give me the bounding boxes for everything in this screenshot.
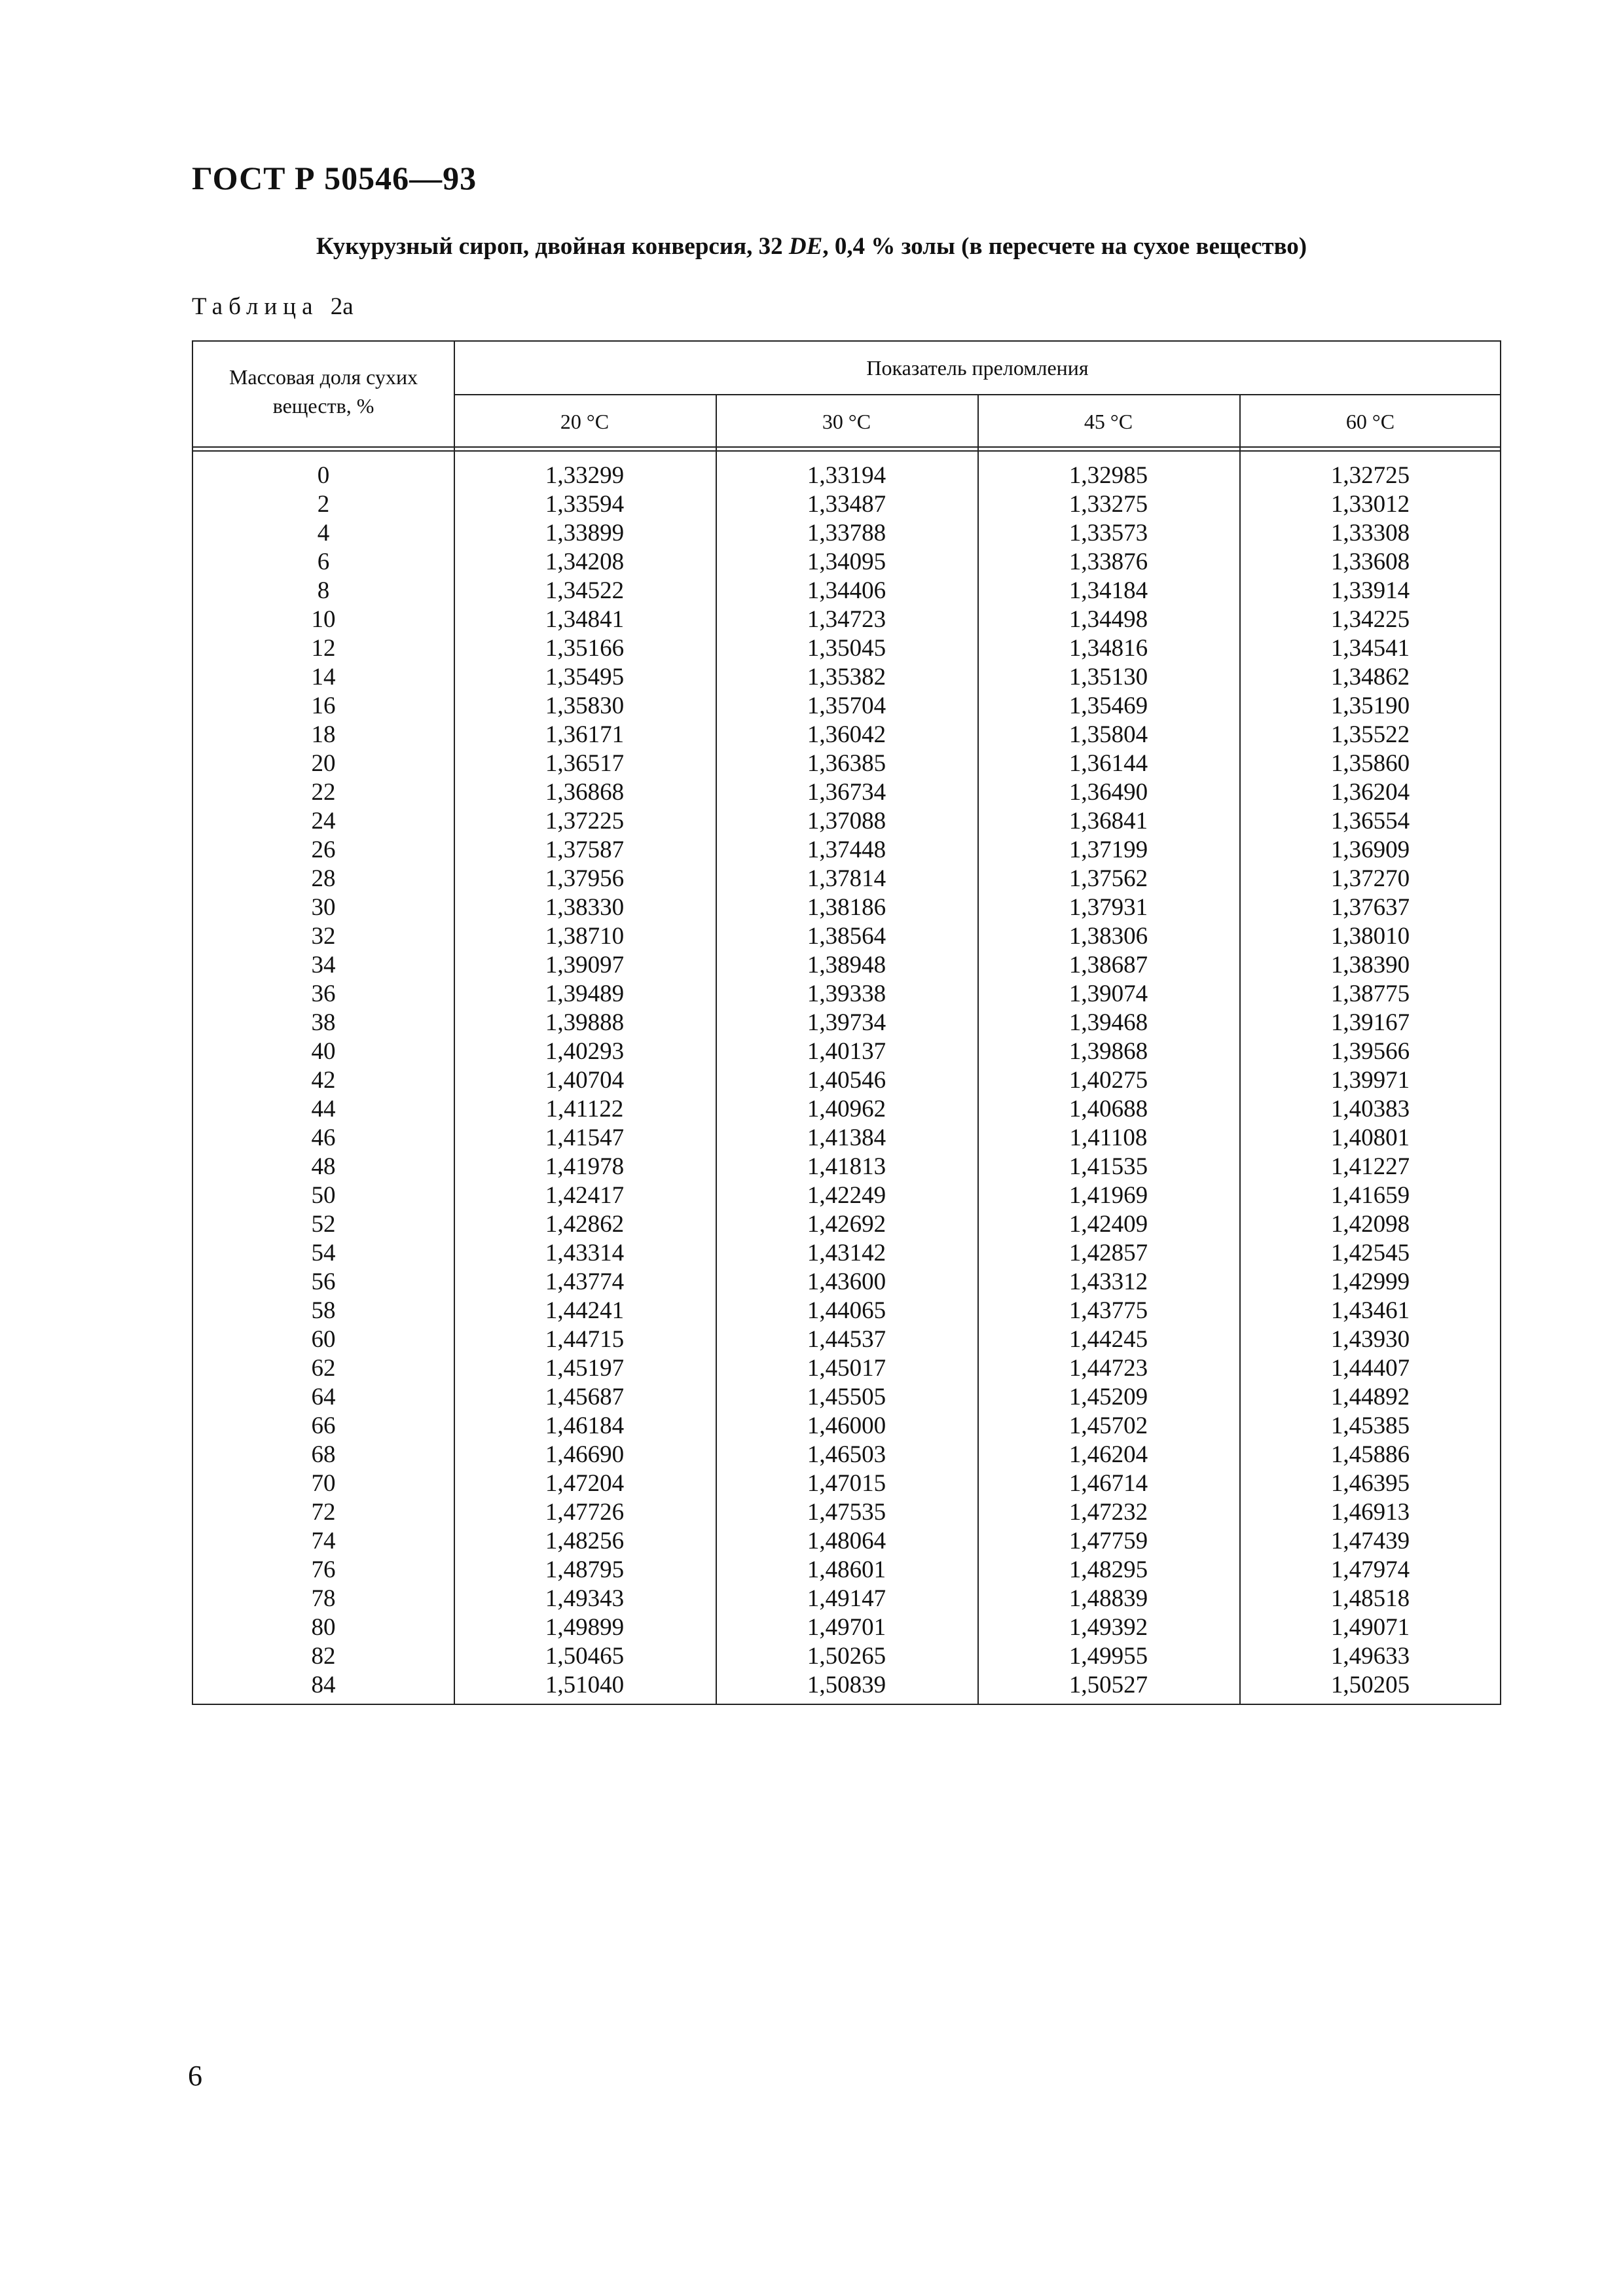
refractive-index-cell: 1,38775: [1330, 980, 1410, 1007]
refractive-index-cell: 1,47726: [545, 1499, 625, 1526]
refractive-index-cell: 1,40704: [545, 1067, 625, 1094]
table-label-number: 2а: [330, 293, 354, 320]
refractive-index-cell: 1,40801: [1330, 1124, 1410, 1151]
refractive-index-cell: 1,35522: [1330, 721, 1410, 748]
refractive-index-cell: 1,42409: [1068, 1211, 1148, 1238]
refractive-index-cell: 1,46204: [1068, 1441, 1148, 1468]
refractive-index-cell: 1,41384: [807, 1124, 886, 1151]
refractive-index-cell: 1,37270: [1330, 865, 1410, 892]
refractive-index-cell: 1,35495: [545, 664, 625, 691]
refractive-index-cell: 1,47204: [545, 1470, 625, 1497]
refractive-index-cell: 1,44245: [1068, 1326, 1148, 1353]
refractive-index-cell: 1,45197: [545, 1355, 625, 1382]
refractive-index-cell: 1,33788: [807, 520, 886, 547]
refractive-index-cell: 1,36204: [1330, 779, 1410, 806]
refractive-index-cell: 1,38948: [807, 952, 886, 978]
refractive-index-cell: 1,39338: [807, 980, 886, 1007]
refractive-index-cell: 1,35860: [1330, 750, 1410, 777]
dry-matter-cell: 50: [311, 1182, 336, 1209]
refractive-index-cell: 1,47015: [807, 1470, 886, 1497]
dry-matter-cell: 4: [317, 520, 330, 547]
refractive-index-cell: 1,41978: [545, 1153, 625, 1180]
dry-matter-cell: 78: [311, 1585, 336, 1612]
refractive-index-cell: 1,46503: [807, 1441, 886, 1468]
refractive-index-cell: 1,36171: [545, 721, 625, 748]
refractive-index-cell: 1,32985: [1068, 462, 1148, 489]
dry-matter-cell: 72: [311, 1499, 336, 1526]
refractive-index-cell: 1,37088: [807, 808, 886, 834]
dry-matter-cell: 64: [311, 1384, 336, 1410]
dry-matter-cell: 10: [311, 606, 336, 633]
refractive-index-cell: 1,34225: [1330, 606, 1410, 633]
refractive-index-cell: 1,37562: [1068, 865, 1148, 892]
refractive-index-cell: 1,42545: [1330, 1240, 1410, 1266]
refractive-index-cell: 1,35166: [545, 635, 625, 662]
index-30c-column: [716, 461, 977, 1700]
dry-matter-cell: 6: [317, 548, 330, 575]
refractive-index-cell: 1,49955: [1068, 1643, 1148, 1670]
refractive-index-cell: 1,41813: [807, 1153, 886, 1180]
dry-matter-header-line-2: веществ, %: [272, 394, 374, 418]
refractive-index-cell: 1,41108: [1069, 1124, 1148, 1151]
dry-matter-cell: 8: [317, 577, 330, 604]
dry-matter-cell: 74: [311, 1528, 336, 1554]
refractive-index-cell: 1,34498: [1068, 606, 1148, 633]
heading-part-2: , 0,4 % золы (в пересчете на сухое вещество): [822, 233, 1307, 260]
dry-matter-cell: 84: [311, 1672, 336, 1698]
refractive-index-cell: 1,45385: [1330, 1412, 1410, 1439]
dry-matter-cell: 32: [311, 923, 336, 950]
refractive-index-cell: 1,33299: [545, 462, 625, 489]
refractive-index-cell: 1,40293: [545, 1038, 625, 1065]
refractive-index-cell: 1,39489: [545, 980, 625, 1007]
refractive-index-cell: 1,44715: [545, 1326, 625, 1353]
refractive-index-cell: 1,36042: [807, 721, 886, 748]
header-divider: [454, 394, 1500, 395]
refractive-index-cell: 1,44065: [807, 1297, 886, 1324]
refractive-index-cell: 1,36517: [545, 750, 625, 777]
refractive-index-cell: 1,39888: [545, 1009, 625, 1036]
refractive-index-cell: 1,43314: [545, 1240, 625, 1266]
refractive-index-cell: 1,37814: [807, 865, 886, 892]
refractive-index-cell: 1,40275: [1068, 1067, 1148, 1094]
refractive-index-cell: 1,43775: [1068, 1297, 1148, 1324]
refractive-index-cell: 1,39734: [807, 1009, 886, 1036]
dry-matter-cell: 26: [311, 836, 336, 863]
refractive-index-cell: 1,44537: [807, 1326, 886, 1353]
dry-matter-cell: 38: [311, 1009, 336, 1036]
refractive-index-cell: 1,45209: [1068, 1384, 1148, 1410]
dry-matter-cell: 44: [311, 1096, 336, 1122]
refractive-index-cell: 1,49147: [807, 1585, 886, 1612]
index-20c-column: [454, 461, 716, 1700]
refractive-index-cell: 1,33012: [1330, 491, 1410, 518]
refractive-index-cell: 1,49899: [545, 1614, 625, 1641]
refractive-index-cell: 1,46714: [1068, 1470, 1148, 1497]
dry-matter-cell: 12: [311, 635, 336, 662]
refractive-index-cell: 1,43142: [807, 1240, 886, 1266]
refractive-index-cell: 1,36490: [1068, 779, 1148, 806]
refractive-index-cell: 1,45017: [807, 1355, 886, 1382]
refractive-index-cell: 1,34184: [1068, 577, 1148, 604]
refractive-index-cell: 1,35045: [807, 635, 886, 662]
refractive-index-cell: 1,40688: [1068, 1096, 1148, 1122]
dry-matter-cell: 36: [311, 980, 336, 1007]
dry-matter-cell: 66: [311, 1412, 336, 1439]
dry-matter-cell: 28: [311, 865, 336, 892]
refractive-index-cell: 1,33608: [1330, 548, 1410, 575]
refractive-index-cell: 1,49392: [1068, 1614, 1148, 1641]
refractive-index-cell: 1,38390: [1330, 952, 1410, 978]
dry-matter-cell: 70: [311, 1470, 336, 1497]
refractive-index-cell: 1,34723: [807, 606, 886, 633]
refractive-index-cell: 1,37448: [807, 836, 886, 863]
table-label-word: Таблица: [192, 293, 319, 320]
refractive-index-cell: 1,35704: [807, 692, 886, 719]
refractive-index-cell: 1,45702: [1068, 1412, 1148, 1439]
refractive-index-header: Показатель преломления: [866, 356, 1089, 380]
dry-matter-cell: 40: [311, 1038, 336, 1065]
temp-header-60: 60 °C: [1345, 410, 1395, 433]
header-bottom-rule: [193, 446, 1500, 448]
dry-matter-cell: 42: [311, 1067, 336, 1094]
dry-matter-cell: 60: [311, 1326, 336, 1353]
refractive-index-cell: 1,33899: [545, 520, 625, 547]
refractive-index-cell: 1,34208: [545, 548, 625, 575]
dry-matter-cell: 2: [317, 491, 330, 518]
refractive-index-cell: 1,38564: [807, 923, 886, 950]
refractive-index-cell: 1,39566: [1330, 1038, 1410, 1065]
refractive-index-cell: 1,36868: [545, 779, 625, 806]
refractive-index-cell: 1,51040: [545, 1672, 625, 1698]
refractive-index-cell: 1,39868: [1068, 1038, 1148, 1065]
heading-de: DE: [788, 233, 823, 260]
refractive-index-cell: 1,42999: [1330, 1268, 1410, 1295]
refractive-index-cell: 1,49633: [1330, 1643, 1410, 1670]
refractive-index-cell: 1,43461: [1330, 1297, 1410, 1324]
refractive-index-cell: 1,38687: [1068, 952, 1148, 978]
refractive-index-cell: 1,46000: [807, 1412, 886, 1439]
refractive-index-cell: 1,36144: [1068, 750, 1148, 777]
refractive-index-cell: 1,34541: [1330, 635, 1410, 662]
refractive-index-cell: 1,40962: [807, 1096, 886, 1122]
refractive-index-cell: 1,35190: [1330, 692, 1410, 719]
refractive-index-cell: 1,34816: [1068, 635, 1148, 662]
refractive-index-cell: 1,35130: [1068, 664, 1148, 691]
refractive-index-cell: 1,37199: [1068, 836, 1148, 863]
dry-matter-cell: 82: [311, 1643, 336, 1670]
refractive-index-cell: 1,50465: [545, 1643, 625, 1670]
refractive-index-cell: 1,47232: [1068, 1499, 1148, 1526]
dry-matter-header: [193, 363, 454, 420]
refractive-index-cell: 1,50205: [1330, 1672, 1410, 1698]
refractive-index-cell: 1,46913: [1330, 1499, 1410, 1526]
refractive-index-cell: 1,33275: [1068, 491, 1148, 518]
refractive-index-cell: 1,32725: [1330, 462, 1410, 489]
refractive-index-cell: 1,35382: [807, 664, 886, 691]
dry-matter-cell: 52: [311, 1211, 336, 1238]
refractive-index-cell: 1,37225: [545, 808, 625, 834]
refractive-index-cell: 1,50527: [1068, 1672, 1148, 1698]
refractive-index-cell: 1,44723: [1068, 1355, 1148, 1382]
temp-header-20: 20 °C: [560, 410, 610, 433]
refractive-index-cell: 1,39971: [1330, 1067, 1410, 1094]
refractive-index-cell: 1,34095: [807, 548, 886, 575]
refractive-index-cell: 1,48518: [1330, 1585, 1410, 1612]
refractive-index-cell: 1,44241: [545, 1297, 625, 1324]
refractive-index-cell: 1,42249: [807, 1182, 886, 1209]
dry-matter-cell: 56: [311, 1268, 336, 1295]
refractive-index-cell: 1,47439: [1330, 1528, 1410, 1554]
table-label: [192, 293, 354, 321]
dry-matter-cell: 0: [317, 462, 330, 489]
temp-header-45: 45 °C: [1084, 410, 1133, 433]
refractive-index-cell: 1,41122: [545, 1096, 624, 1122]
refractive-index-cell: 1,43774: [545, 1268, 625, 1295]
refractive-index-cell: 1,36385: [807, 750, 886, 777]
refractive-index-cell: 1,46184: [545, 1412, 625, 1439]
refractive-index-cell: 1,40383: [1330, 1096, 1410, 1122]
refractive-index-cell: 1,34862: [1330, 664, 1410, 691]
index-60c-column: [1239, 461, 1501, 1700]
refractive-index-cell: 1,40546: [807, 1067, 886, 1094]
refractive-index-cell: 1,46690: [545, 1441, 625, 1468]
refractive-index-cell: 1,41659: [1330, 1182, 1410, 1209]
refractive-index-cell: 1,34841: [545, 606, 625, 633]
refractive-index-cell: 1,48601: [807, 1556, 886, 1583]
refractive-index-cell: 1,42417: [545, 1182, 625, 1209]
heading-part-1: Кукурузный сироп, двойная конверсия, 32: [316, 233, 789, 260]
refractive-index-cell: 1,48295: [1068, 1556, 1148, 1583]
refractive-index-cell: 1,35830: [545, 692, 625, 719]
refractive-index-cell: 1,33914: [1330, 577, 1410, 604]
dry-matter-cell: 80: [311, 1614, 336, 1641]
temp-header-30: 30 °C: [822, 410, 871, 433]
refractive-index-cell: 1,33573: [1068, 520, 1148, 547]
dry-matter-header-line-1: Массовая доля сухих: [228, 365, 418, 389]
refractive-index-cell: 1,38306: [1068, 923, 1148, 950]
refractive-index-cell: 1,41547: [545, 1124, 625, 1151]
dry-matter-cell: 62: [311, 1355, 336, 1382]
refractive-index-cell: 1,41535: [1068, 1153, 1148, 1180]
refractive-index-cell: 1,33487: [807, 491, 886, 518]
dry-matter-cell: 48: [311, 1153, 336, 1180]
refractive-index-cell: 1,33194: [807, 462, 886, 489]
refractive-index-cell: 1,48839: [1068, 1585, 1148, 1612]
refractive-index-cell: 1,33308: [1330, 520, 1410, 547]
refractive-index-cell: 1,33876: [1068, 548, 1148, 575]
page-number: 6: [188, 2060, 202, 2092]
refractive-index-cell: 1,47974: [1330, 1556, 1410, 1583]
refractive-index-cell: 1,42862: [545, 1211, 625, 1238]
refractive-index-cell: 1,48795: [545, 1556, 625, 1583]
refractive-index-cell: 1,43930: [1330, 1326, 1410, 1353]
dry-matter-cell: 34: [311, 952, 336, 978]
refractive-index-cell: 1,35804: [1068, 721, 1148, 748]
dry-matter-cell: 76: [311, 1556, 336, 1583]
refractive-index-cell: 1,48256: [545, 1528, 625, 1554]
refractive-index-cell: 1,38330: [545, 894, 625, 921]
refraction-table: [192, 340, 1501, 1705]
refractive-index-cell: 1,45687: [545, 1384, 625, 1410]
refractive-index-cell: 1,42098: [1330, 1211, 1410, 1238]
refractive-index-cell: 1,37587: [545, 836, 625, 863]
refractive-index-cell: 1,44407: [1330, 1355, 1410, 1382]
table-heading: [0, 232, 1623, 260]
refractive-index-cell: 1,37956: [545, 865, 625, 892]
dry-matter-cell: 54: [311, 1240, 336, 1266]
refractive-index-cell: 1,36734: [807, 779, 886, 806]
dry-matter-cell: 16: [311, 692, 336, 719]
refractive-index-cell: 1,33594: [545, 491, 625, 518]
refractive-index-cell: 1,50265: [807, 1643, 886, 1670]
dry-matter-cell: 22: [311, 779, 336, 806]
refractive-index-cell: 1,49071: [1330, 1614, 1410, 1641]
dry-matter-cell: 20: [311, 750, 336, 777]
refractive-index-cell: 1,46395: [1330, 1470, 1410, 1497]
dry-matter-cell: 18: [311, 721, 336, 748]
dry-matter-cell: 68: [311, 1441, 336, 1468]
dry-matter-cell: 24: [311, 808, 336, 834]
refractive-index-cell: 1,39097: [545, 952, 625, 978]
refractive-index-cell: 1,42692: [807, 1211, 886, 1238]
dry-matter-cell: 46: [311, 1124, 336, 1151]
refractive-index-cell: 1,34522: [545, 577, 625, 604]
refractive-index-cell: 1,49701: [807, 1614, 886, 1641]
refractive-index-cell: 1,36554: [1330, 808, 1410, 834]
refractive-index-cell: 1,41227: [1330, 1153, 1410, 1180]
refractive-index-cell: 1,49343: [545, 1585, 625, 1612]
refractive-index-cell: 1,47759: [1068, 1528, 1148, 1554]
refractive-index-cell: 1,45505: [807, 1384, 886, 1410]
refractive-index-cell: 1,40137: [807, 1038, 886, 1065]
refractive-index-cell: 1,34406: [807, 577, 886, 604]
refractive-index-cell: 1,50839: [807, 1672, 886, 1698]
document-code: ГОСТ Р 50546—93: [192, 160, 477, 196]
refractive-index-cell: 1,43600: [807, 1268, 886, 1295]
index-45c-column: [977, 461, 1239, 1700]
dry-matter-cell: 58: [311, 1297, 336, 1324]
dry-matter-column: [193, 461, 454, 1700]
refractive-index-cell: 1,38186: [807, 894, 886, 921]
refractive-index-cell: 1,48064: [807, 1528, 886, 1554]
refractive-index-cell: 1,35469: [1068, 692, 1148, 719]
refractive-index-cell: 1,38710: [545, 923, 625, 950]
header-bottom-rule: [193, 450, 1500, 452]
refractive-index-cell: 1,36841: [1068, 808, 1148, 834]
refractive-index-cell: 1,39167: [1330, 1009, 1410, 1036]
refractive-index-cell: 1,36909: [1330, 836, 1410, 863]
dry-matter-cell: 14: [311, 664, 336, 691]
refractive-index-cell: 1,41969: [1068, 1182, 1148, 1209]
refractive-index-cell: 1,47535: [807, 1499, 886, 1526]
refractive-index-cell: 1,37931: [1068, 894, 1148, 921]
refractive-index-cell: 1,42857: [1068, 1240, 1148, 1266]
refractive-index-cell: 1,39074: [1068, 980, 1148, 1007]
refractive-index-cell: 1,37637: [1330, 894, 1410, 921]
refractive-index-cell: 1,45886: [1330, 1441, 1410, 1468]
refractive-index-cell: 1,38010: [1330, 923, 1410, 950]
dry-matter-cell: 30: [311, 894, 336, 921]
refractive-index-cell: 1,43312: [1068, 1268, 1148, 1295]
refractive-index-cell: 1,39468: [1068, 1009, 1148, 1036]
refractive-index-cell: 1,44892: [1330, 1384, 1410, 1410]
